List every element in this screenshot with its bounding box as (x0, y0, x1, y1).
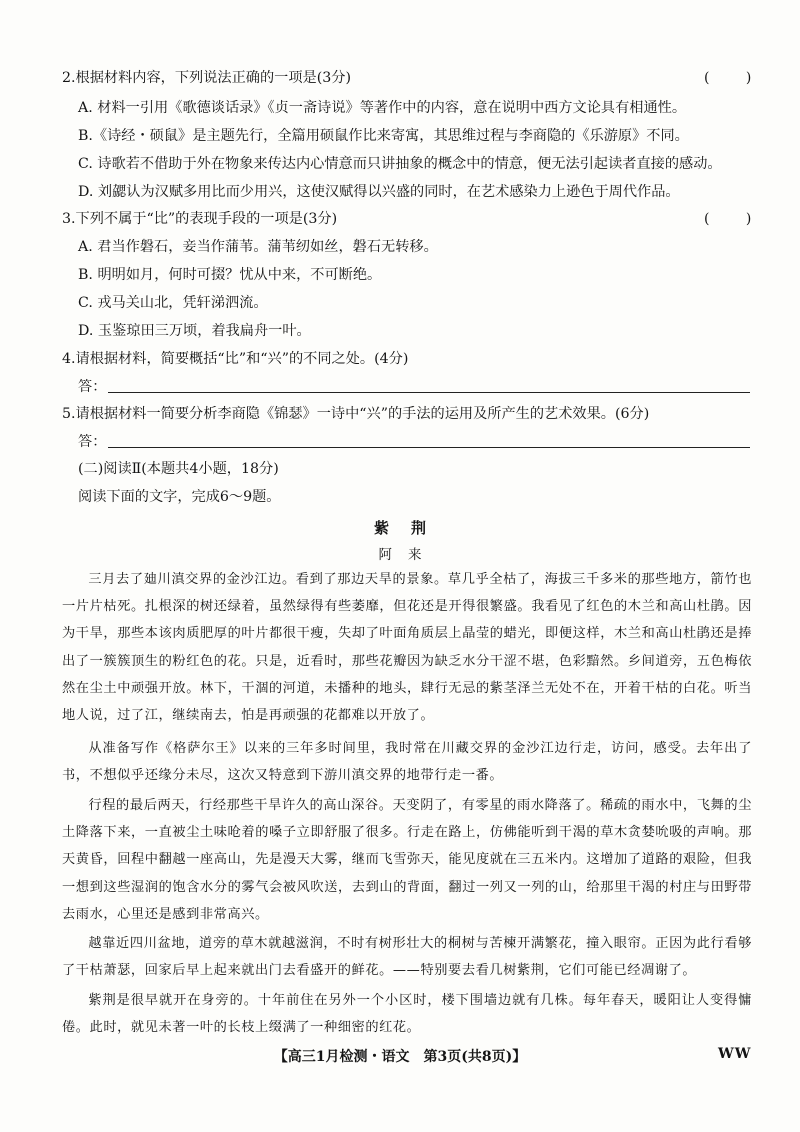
article-paragraph: 从准备写作《格萨尔王》以来的三年多时间里，我时常在川藏交界的金沙江边行走，访问，感受。去年出了书，不想似乎还缘分未尽，这次又特意到下游川滇交界的地带行走一番。 (62, 741, 752, 784)
footer-code: WW (718, 1046, 752, 1062)
question-5-answer-line[interactable] (108, 447, 750, 448)
question-3-answer-paren: ( ) (704, 211, 768, 227)
question-3-option-b: B. 明明如月，何时可掇？忧从中来，不可断绝。 (78, 267, 382, 283)
question-2-option-a: A. 材料一引用《歌德谈话录》《贞一斋诗说》等著作中的内容，意在说明中西方文论具有相通性。 (78, 100, 687, 116)
question-2-option-d: D. 刘勰认为汉赋多用比而少用兴，这使汉赋得以兴盛的同时，在艺术感染力上逊色于周代作品。 (78, 184, 680, 200)
article-author: 阿来 (378, 547, 438, 563)
page-footer: 【高三1月检测・语文 第3页(共8页)】 (273, 1049, 527, 1065)
question-5-answer-row[interactable] (78, 432, 750, 454)
article-paragraph: 紫荆是很早就开在身旁的。十年前住在另外一个小区时，楼下围墙边就有几株。每年春天，暖阳让人变得慵倦。此时，就见未著一叶的长枝上缀满了一种细密的红花。 (62, 993, 752, 1036)
question-3-option-c: C. 戎马关山北，凭轩涕泗流。 (78, 295, 268, 311)
question-3-option-a: A. 君当作磐石，妾当作蒲苇。蒲苇纫如丝，磐石无转移。 (78, 239, 438, 255)
question-3-option-d: D. 玉鉴琼田三万顷，着我扁舟一叶。 (78, 323, 311, 339)
article-title: 紫荆 (373, 519, 448, 537)
question-2-answer-paren: ( ) (704, 70, 768, 86)
article-paragraph: 越靠近四川盆地，道旁的草木就越滋润，不时有树形壮大的桐树与苦楝开满繁花，撞入眼帘。正因为此行看够了干枯萧瑟，回家后早上起来就出门去看盛开的鲜花。——特别要去看几树紫荆，它们可能已经凋谢了。 (62, 936, 752, 979)
question-4-answer-line[interactable] (108, 392, 750, 393)
question-5-answer-label: 答： (78, 434, 107, 450)
question-2-stem: 2.根据材料内容，下列说法正确的一项是(3分) (62, 70, 352, 86)
question-4-answer-row[interactable] (78, 377, 750, 399)
question-2-option-c: C. 诗歌若不借助于外在物象来传达内心情意而只讲抽象的概念中的情意，便无法引起读者直接的感动。 (78, 156, 722, 172)
question-2-option-b: B.《诗经・硕鼠》是主题先行，全篇用硕鼠作比来寄寓，其思维过程与李商隐的《乐游原》不同。 (78, 128, 689, 144)
question-5-stem: 5.请根据材料一简要分析李商隐《锦瑟》一诗中“兴”的手法的运用及所产生的艺术效果。(6分) (62, 406, 650, 422)
question-3-stem: 3.下列不属于“比”的表现手段的一项是(3分) (62, 211, 338, 227)
question-4-answer-label: 答： (78, 379, 107, 395)
article-paragraph: 三月去了廸川滇交界的金沙江边。看到了那边天旱的景象。草几乎全枯了，海拔三千多米的那些地方，箭竹也一片片枯死。扎根深的树还绿着，虽然绿得有些萎靡，但花还是开得很繁盛。我看见了红色的木兰和高山杜鹃。因为干旱，那些本该肉质肥厚的叶片都很干瘦，失却了叶面角质层上晶莹的蜡光，即便这样，木兰和高山杜鹃还是捧出了一簇簇顶生的粉红色的花。只是，近看时，那些花瓣因为缺乏水分干涩不堪，色彩黯然。乡间道旁，五色梅依然在尘土中顽强开放。林下，干涸的河道，未播种的地头，肆行无忌的紫茎泽兰无处不在，开着干枯的白花。听当地人说，过了江，继续南去，怕是再顽强的花都难以开放了。 (62, 572, 752, 724)
section-instruction: 阅读下面的文字，完成6～9题。 (78, 489, 281, 505)
section-heading: (二)阅读Ⅱ(本题共4小题，18分) (78, 461, 279, 477)
article-paragraph: 行程的最后两天，行经那些干旱许久的高山深谷。天变阴了，有零星的雨水降落了。稀疏的雨水中，飞舞的尘土降落下来，一直被尘土味呛着的嗓子立即舒服了很多。行走在路上，仿佛能听到干渴的草木贪婪吮吸的声响。那天黄昏，回程中翻越一座高山，先是漫天大雾，继而飞雪弥天，能见度就在三五米内。这增加了道路的艰险，但我一想到这些湿润的饱含水分的雾气会被风吹送，去到山的背面，翻过一列又一列的山，给那里干渴的村庄与田野带去雨水，心里还是感到非常高兴。 (62, 798, 752, 922)
question-4-stem: 4.请根据材料，简要概括“比”和“兴”的不同之处。(4分) (62, 351, 409, 367)
